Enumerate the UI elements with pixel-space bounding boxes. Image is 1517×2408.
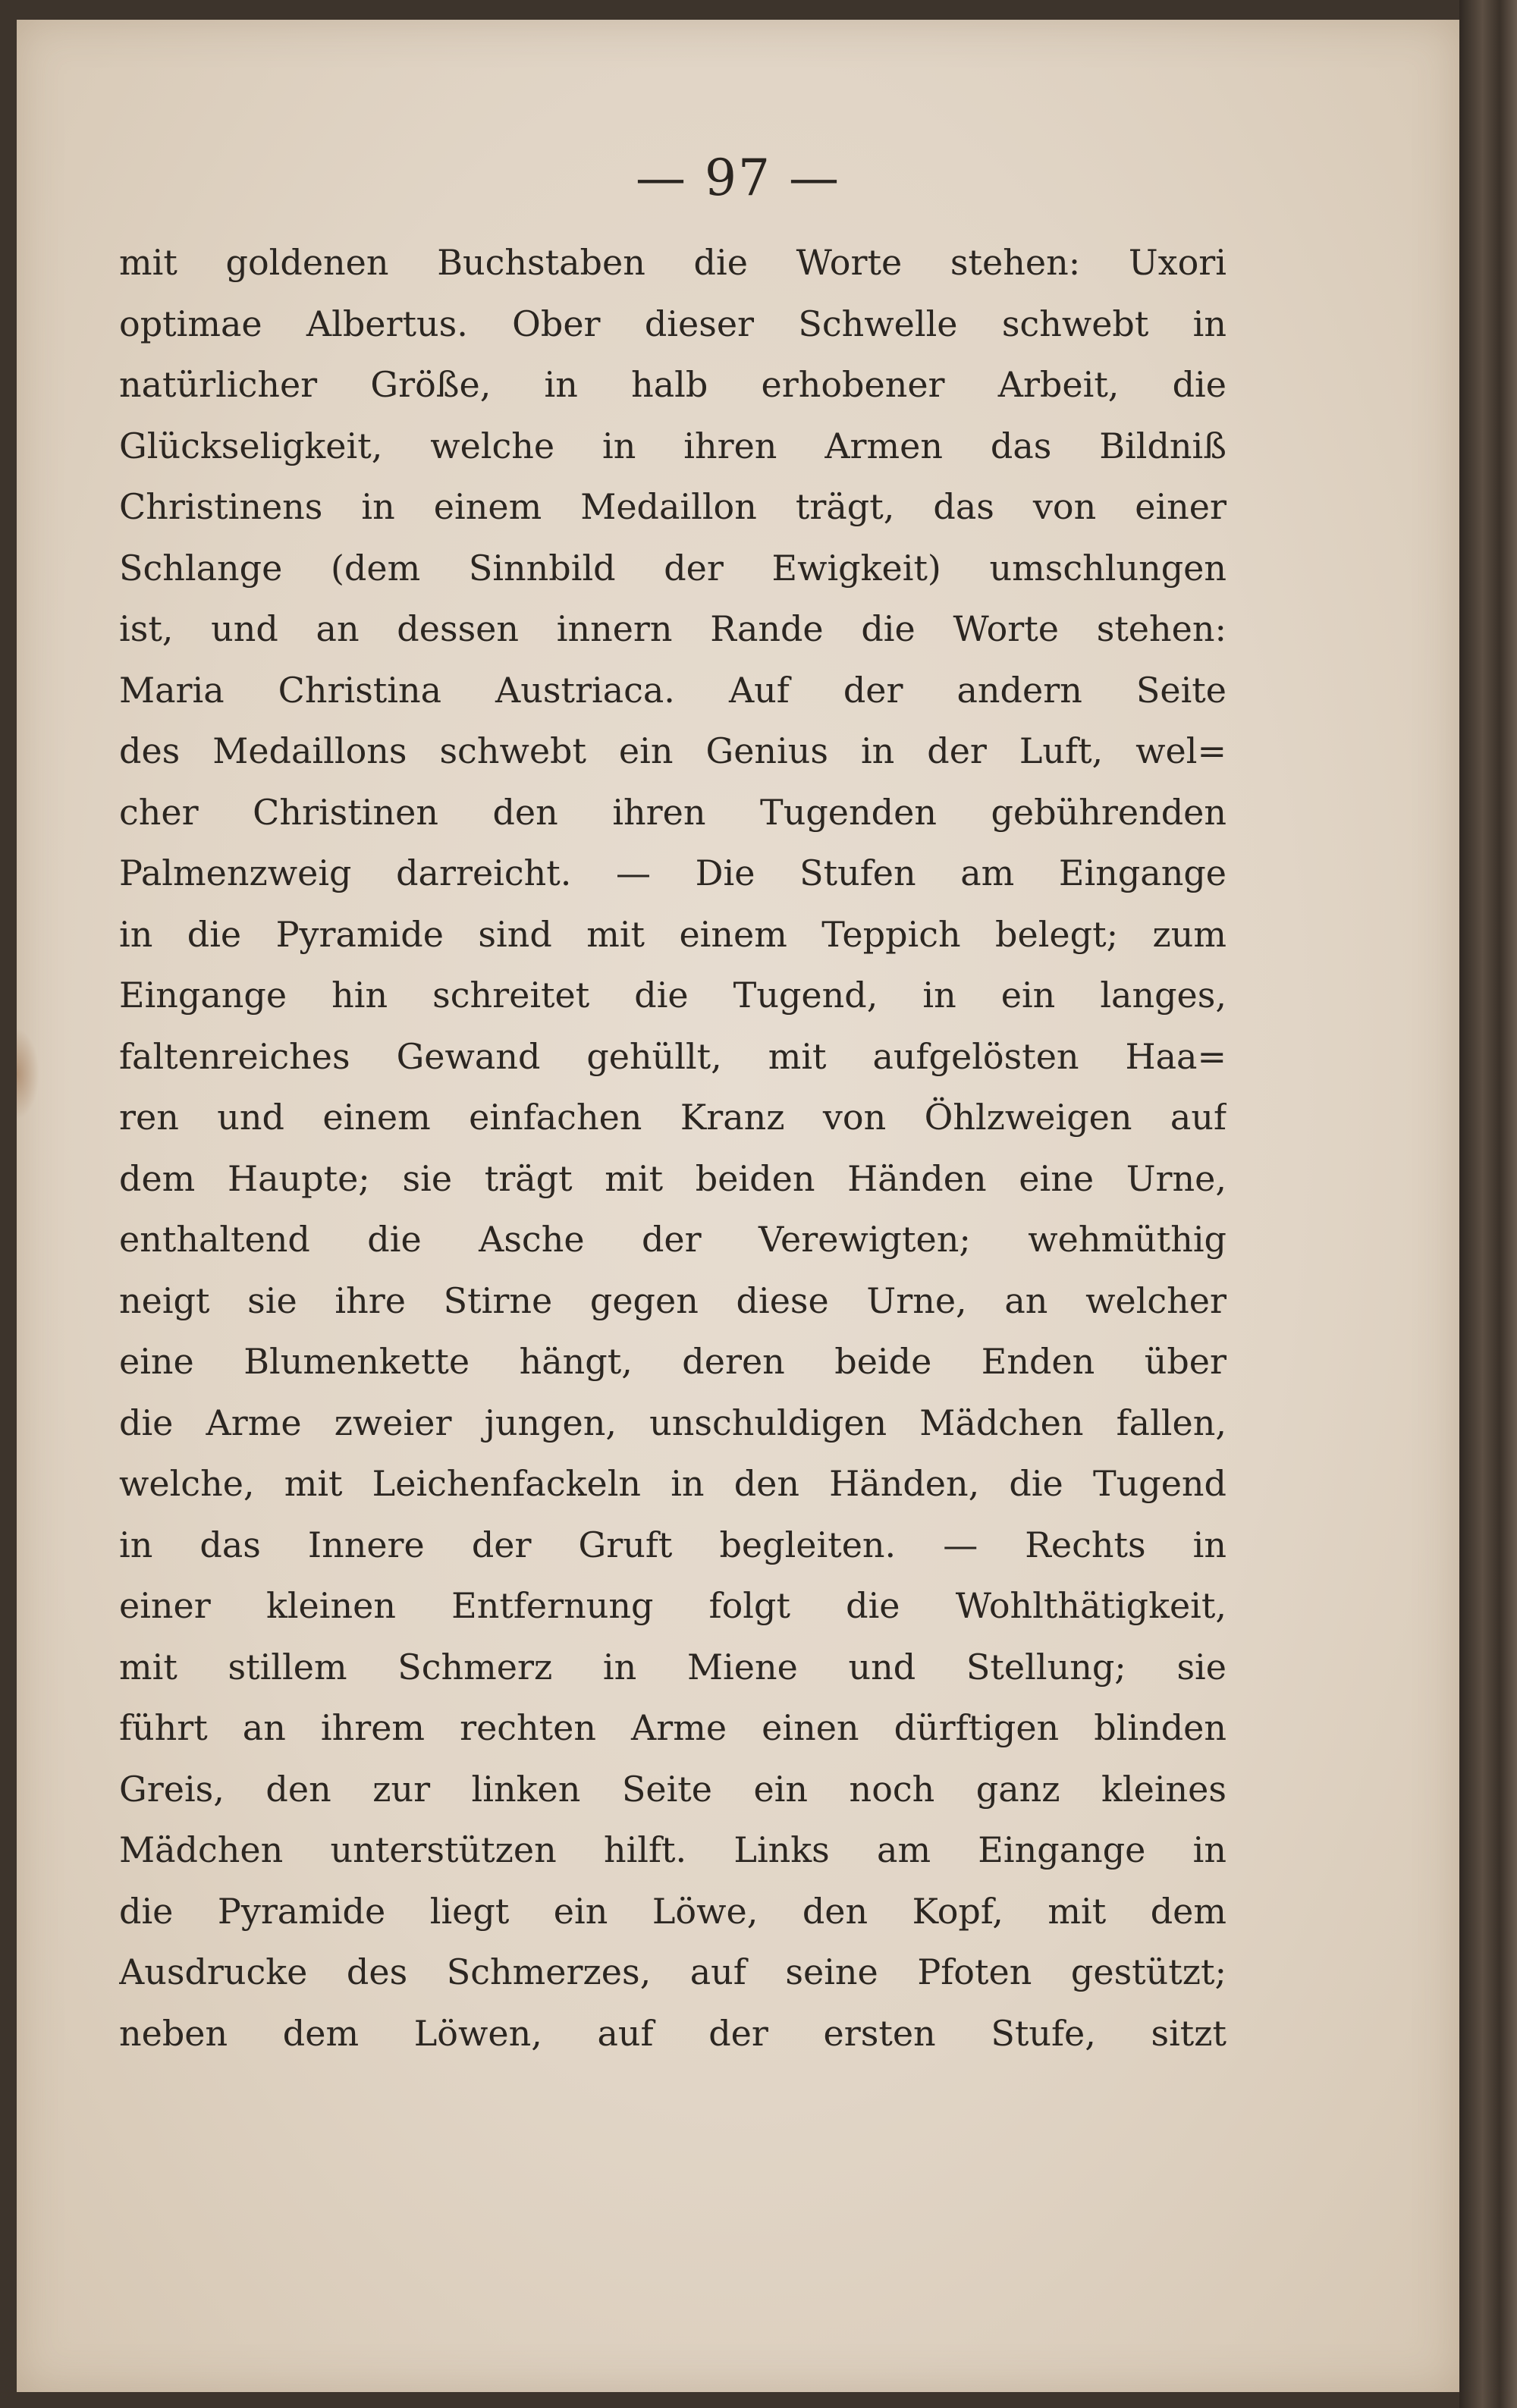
text-line: Ausdrucke des Schmerzes, auf seine Pfoten gestützt; bbox=[119, 1951, 1226, 1992]
text-line: Palmenzweig darreicht. — Die Stufen am Eingange bbox=[119, 852, 1226, 893]
text-line: optimae Albertus. Ober dieser Schwelle schwebt in bbox=[119, 303, 1226, 344]
text-line: in die Pyramide sind mit einem Teppich belegt; zum bbox=[119, 913, 1226, 955]
text-line: mit goldenen Buchstaben die Worte stehen: Uxori bbox=[119, 242, 1226, 283]
text-line: die Arme zweier jungen, unschuldigen Mädchen fallen, bbox=[119, 1402, 1226, 1443]
text-line: welche, mit Leichenfackeln in den Händen, die Tugend bbox=[119, 1463, 1226, 1504]
text-line: neben dem Löwen, auf der ersten Stufe, sitzt bbox=[119, 2012, 1226, 2054]
text-line: ist, und an dessen innern Rande die Worte stehen: bbox=[119, 608, 1226, 649]
text-line: eine Blumenkette hängt, deren beide Enden über bbox=[119, 1341, 1226, 1382]
text-line: Maria Christina Austriaca. Auf der andern Seite bbox=[119, 669, 1226, 711]
text-line: enthaltend die Asche der Verewigten; wehmüthig bbox=[119, 1219, 1226, 1260]
book-edge bbox=[1459, 0, 1517, 2408]
page-number: — 97 — bbox=[636, 149, 840, 207]
text-line: mit stillem Schmerz in Miene und Stellung; sie bbox=[119, 1646, 1226, 1687]
text-line: Schlange (dem Sinnbild der Ewigkeit) umschlungen bbox=[119, 547, 1226, 589]
text-line: in das Innere der Gruft begleiten. — Rechts in bbox=[119, 1524, 1226, 1565]
text-line: Mädchen unterstützen hilft. Links am Eingange in bbox=[119, 1829, 1226, 1870]
text-line: cher Christinen den ihren Tugenden gebührenden bbox=[119, 791, 1226, 833]
book-page bbox=[17, 20, 1459, 2392]
paper-stain bbox=[17, 1028, 39, 1119]
text-line: einer kleinen Entfernung folgt die Wohlthätigkeit, bbox=[119, 1585, 1226, 1626]
text-line: faltenreiches Gewand gehüllt, mit aufgelösten Haa= bbox=[119, 1035, 1226, 1077]
text-line: Glückseligkeit, welche in ihren Armen das Bildniß bbox=[119, 425, 1226, 466]
text-line: neigt sie ihre Stirne gegen diese Urne, an welcher bbox=[119, 1279, 1226, 1321]
text-line: Greis, den zur linken Seite ein noch ganz kleines bbox=[119, 1768, 1226, 1810]
body-text bbox=[119, 232, 1226, 2064]
text-line: des Medaillons schwebt ein Genius in der Luft, wel= bbox=[119, 730, 1226, 771]
text-line: natürlicher Größe, in halb erhobener Arbeit, die bbox=[119, 364, 1226, 405]
text-line: führt an ihrem rechten Arme einen dürftigen blinden bbox=[119, 1707, 1226, 1748]
text-line: Christinens in einem Medaillon trägt, das von einer bbox=[119, 486, 1226, 527]
text-line: Eingange hin schreitet die Tugend, in ein langes, bbox=[119, 975, 1226, 1016]
text-line: die Pyramide liegt ein Löwe, den Kopf, mit dem bbox=[119, 1890, 1226, 1932]
text-line: dem Haupte; sie trägt mit beiden Händen eine Urne, bbox=[119, 1157, 1226, 1199]
text-line: ren und einem einfachen Kranz von Öhlzweigen auf bbox=[119, 1097, 1226, 1138]
